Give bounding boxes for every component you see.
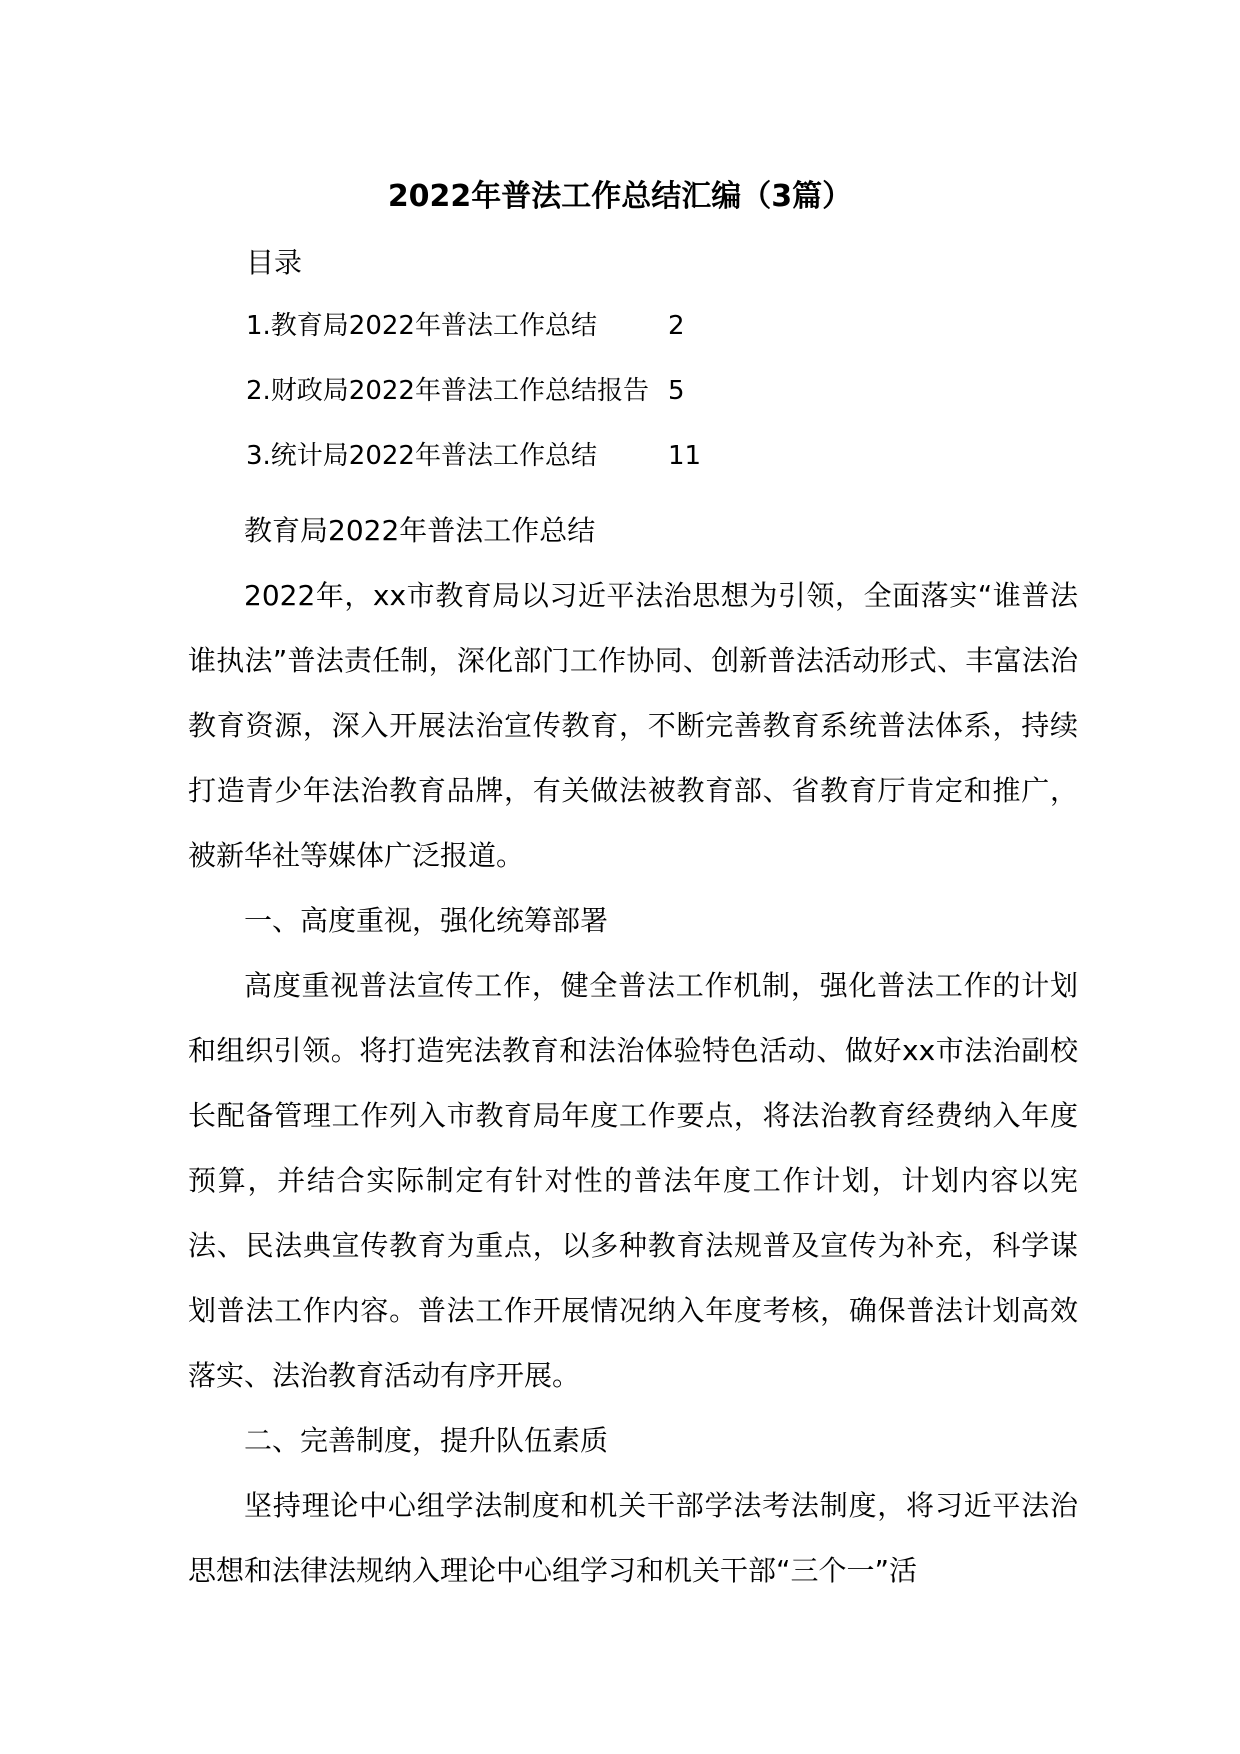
section-paragraph-1: 高度重视普法宣传工作，健全普法工作机制，强化普法工作的计划和组织引领。将打造宪法教育和法治体验特色活动、做好xx市法治副校长配备管理工作列入市教育局年度工作要点，将法治教育经费纳入年度预算，并结合实际制定有针对性的普法年度工作计划，计划内容以宪法、民法典宣传教育为重点，以多种教育法规普及宣传为补充，科学谋划普法工作内容。普法工作开展情况纳入年度考核，确保普法计划高效落实、法治教育活动有序开展。 [188,969,1078,1392]
toc-item-label: 3.统计局2022年普法工作总结 [246,441,597,471]
toc-item-3[interactable] [246,431,701,496]
toc-item-page-number: 2 [668,311,685,341]
article-intro-paragraph: 2022年，xx市教育局以习近平法治思想为引领，全面落实“谁普法谁执法”普法责任制，深化部门工作协同、创新普法活动形式、丰富法治教育资源，深入开展法治宣传教育，不断完善教育系统普法体系，持续打造青少年法治教育品牌，有关做法被教育部、省教育厅肯定和推广，被新华社等媒体广泛报道。 [188,579,1078,872]
toc-item-label: 2.财政局2022年普法工作总结报告 [246,376,649,406]
section-paragraph-2: 坚持理论中心组学法制度和机关干部学法考法制度，将习近平法治思想和法律法规纳入理论中心组学习和机关干部“三个一”活 [188,1489,1078,1587]
article-body [188,498,1078,1603]
toc-item-1[interactable] [246,301,701,366]
toc-item-page-number: 5 [668,376,685,406]
document-title: 2022年普法工作总结汇编（3篇） [387,179,853,214]
table-of-contents [246,301,701,496]
toc-item-page-number: 11 [668,441,702,471]
toc-heading: 目录 [246,246,303,279]
toc-item-2[interactable] [246,366,701,431]
article-title: 教育局2022年普法工作总结 [244,514,596,547]
section-heading-1: 一、高度重视，强化统筹部署 [244,904,609,937]
toc-item-label: 1.教育局2022年普法工作总结 [246,311,597,341]
section-heading-2: 二、完善制度，提升队伍素质 [244,1424,609,1457]
